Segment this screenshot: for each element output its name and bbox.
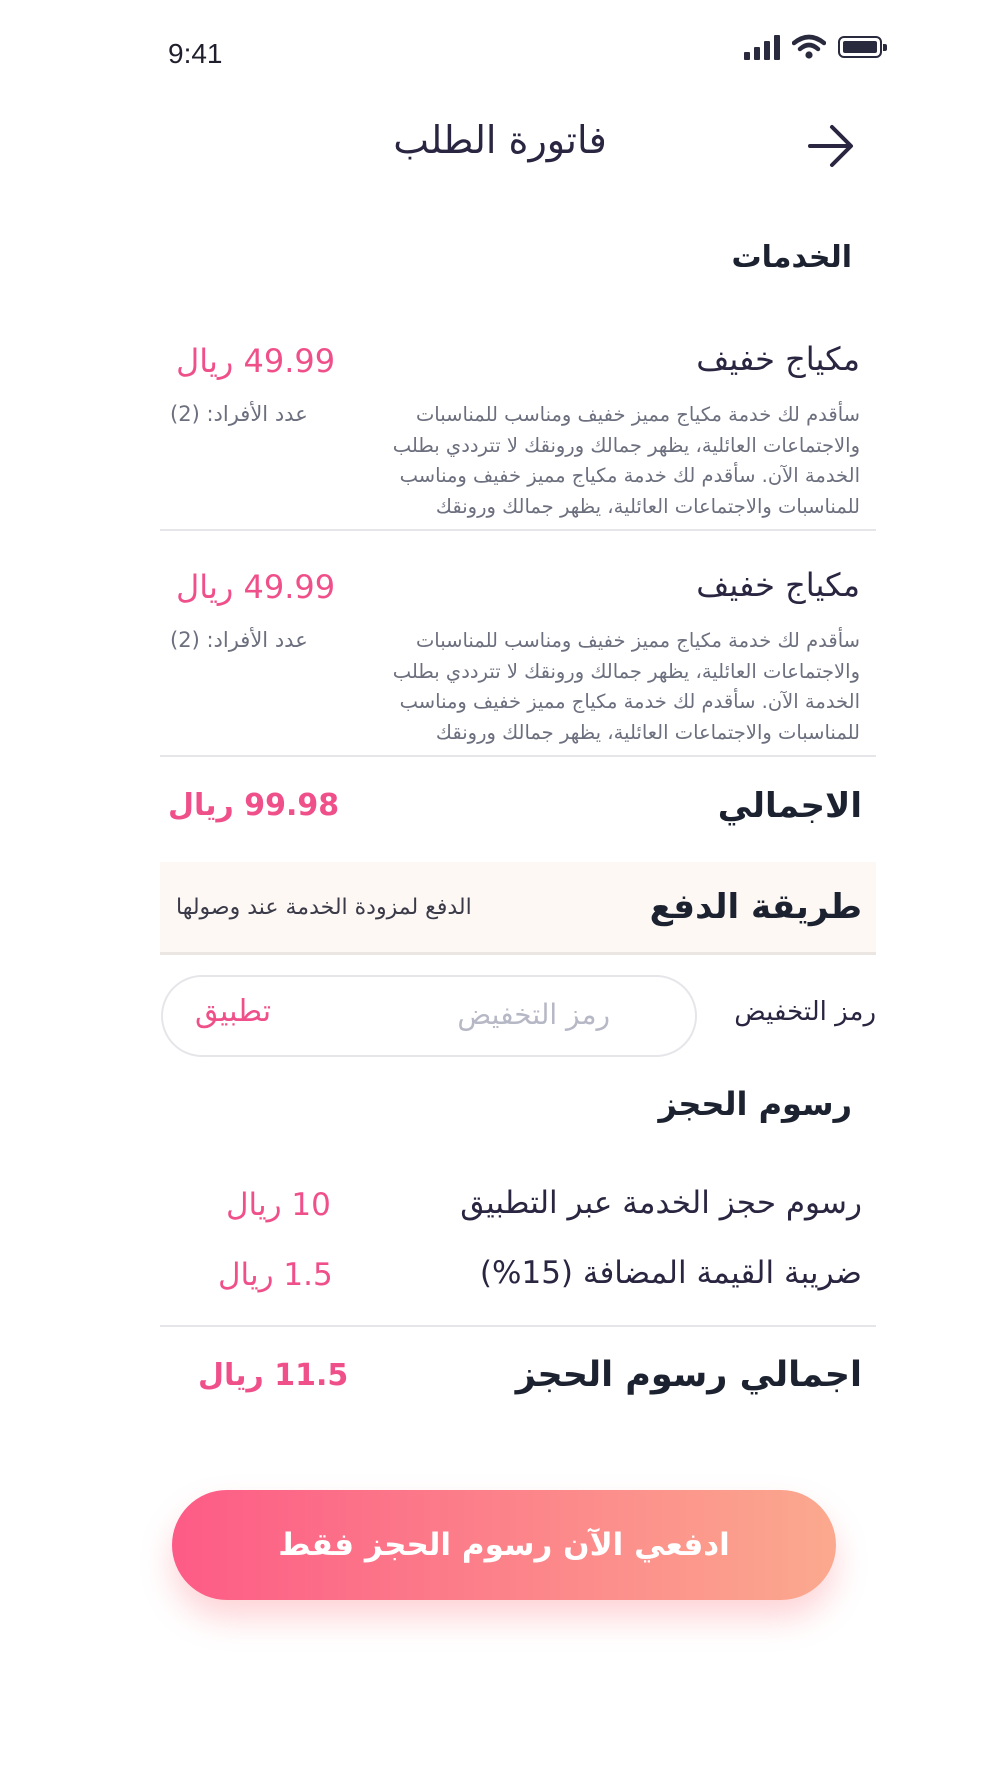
app-booking-fee-label: رسوم حجز الخدمة عبر التطبيق: [460, 1185, 862, 1221]
service-name: مكياج خفيف: [696, 566, 860, 604]
page-title: فاتورة الطلب: [393, 118, 607, 162]
divider: [160, 1325, 876, 1327]
service-people-count: عدد الأفراد: (2): [170, 628, 308, 652]
arrow-right-icon: [800, 116, 860, 176]
service-description: سأقدم لك خدمة مكياج مميز خفيف ومناسب للمناسبات والاجتماعات العائلية، يظهر جمالك ورونقك لا تترددي بطلب الخدمة الآن. سأقدم لك خدمة مكياج مميز خفيف ومناسب للمناسبات والاجتماعات العائلية، يظهر جمالك ورونقك: [392, 629, 860, 744]
service-people-count: عدد الأفراد: (2): [170, 402, 308, 426]
app-booking-fee-value: 10 ريال: [226, 1187, 331, 1223]
discount-code-input[interactable]: [400, 992, 610, 1036]
cellular-signal-icon: [744, 34, 780, 60]
service-name: مكياج خفيف: [696, 340, 860, 378]
total-value: 99.98 ريال: [168, 788, 340, 823]
booking-fees-total-value: 11.5 ريال: [198, 1358, 349, 1393]
status-icons: [744, 34, 882, 60]
payment-method-value: الدفع لمزودة الخدمة عند وصولها: [176, 895, 472, 920]
discount-label: رمز التخفيض: [734, 997, 876, 1027]
pay-booking-fees-button[interactable]: [172, 1490, 836, 1600]
vat-label: ضريبة القيمة المضافة (15%): [479, 1255, 862, 1291]
back-button[interactable]: [800, 116, 860, 176]
status-time: 9:41: [168, 38, 223, 69]
service-price: 49.99 ريال: [176, 342, 336, 380]
pay-button-label: ادفعي الآن رسوم الحجز فقط: [278, 1527, 730, 1563]
total-label: الاجمالي: [717, 786, 862, 826]
battery-icon: [838, 36, 882, 58]
wifi-icon: [792, 34, 826, 60]
services-title: الخدمات: [731, 240, 852, 275]
booking-fees-title: رسوم الحجز: [658, 1085, 852, 1123]
apply-discount-button[interactable]: تطبيق: [195, 994, 272, 1029]
service-price: 49.99 ريال: [176, 568, 336, 606]
divider: [160, 529, 876, 531]
divider: [160, 755, 876, 757]
service-description: سأقدم لك خدمة مكياج مميز خفيف ومناسب للمناسبات والاجتماعات العائلية، يظهر جمالك ورونقك لا تترددي بطلب الخدمة الآن. سأقدم لك خدمة مكياج مميز خفيف ومناسب للمناسبات والاجتماعات العائلية، يظهر جمالك ورونقك: [392, 403, 860, 518]
booking-fees-total-label: اجمالي رسوم الحجز: [515, 1355, 862, 1395]
vat-value: 1.5 ريال: [218, 1257, 333, 1293]
payment-method-label: طريقة الدفع: [649, 887, 862, 927]
